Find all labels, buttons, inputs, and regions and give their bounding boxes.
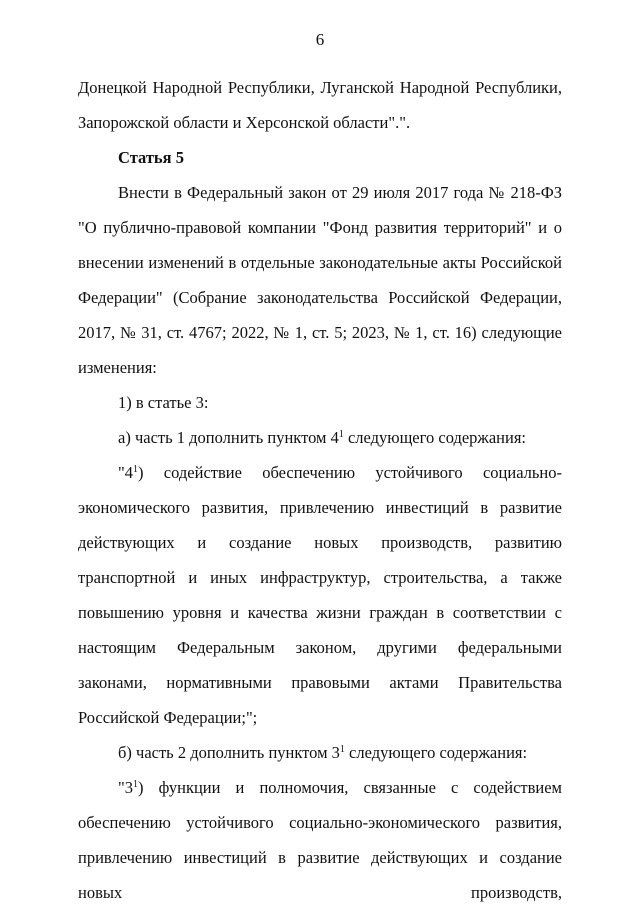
quote-b-lead: "3 <box>118 778 133 797</box>
article-intro-paragraph: Внести в Федеральный закон от 29 июля 2017 года № 218-ФЗ "О публично-правовой компании "Фонд развития территорий" и о внесении изменений в отдельные законодательные акты Российской Федерации" (Собрание законодательства Российской Федерации, 2017, № 31, ст. 4767; 2022, № 1, ст. 5; 2023, № 1, ст. 16) следующие изменения: <box>78 183 562 377</box>
quote-b-superscript: 1 <box>133 779 138 790</box>
quote-a-superscript: 1 <box>133 464 138 475</box>
item-a-superscript: 1 <box>338 429 344 440</box>
page-number: 6 <box>315 30 325 49</box>
item-a-text-tail: следующего содержания: <box>343 428 526 447</box>
item-b-text-tail: следующего содержания: <box>344 743 528 762</box>
continuation-line-1: Донецкой Народной Республики, Луганской Народной Республики, <box>78 78 562 97</box>
document-body <box>78 70 562 910</box>
continuation-line-2: Запорожской области и Херсонской области".". <box>78 113 411 132</box>
quote-a-paragraph <box>78 455 562 735</box>
item-b <box>78 735 562 770</box>
quote-b-text: ) функции и полномочия, связанные с содействием обеспечению устойчивого социально-экономического развития, привлечению инвестиций в развитие действующих и создание новых производств, <box>78 778 562 902</box>
item-a-text: а) часть 1 дополнить пунктом 4 <box>118 428 339 447</box>
item-b-superscript: 1 <box>339 744 345 755</box>
quote-a-text: ) содействие обеспечению устойчивого социально-экономического развития, привлечению инвестиций в развитие действующих и создание новых производств, развитию транспортной и иных инфраструктур, строительства, а также повышению уровня и качества жизни граждан в соответствии с настоящим Федеральным законом, другими федеральными законами, нормативными правовыми актами Правительства Российской Федерации;"; <box>78 463 562 727</box>
article-heading: Статья 5 <box>118 148 184 167</box>
quote-b-paragraph <box>78 770 562 910</box>
item-a <box>78 420 562 455</box>
quote-a-lead: "4 <box>118 463 133 482</box>
item-1: 1) в статье 3: <box>118 393 209 412</box>
item-b-text: б) часть 2 дополнить пунктом 3 <box>118 743 340 762</box>
